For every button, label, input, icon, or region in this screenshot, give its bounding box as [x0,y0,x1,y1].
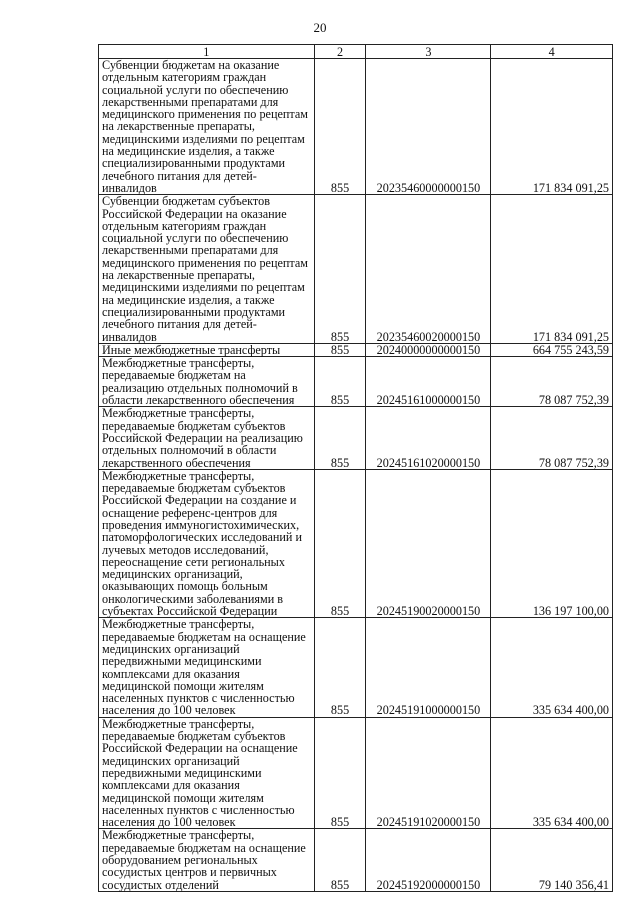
row-description: Межбюджетные трансферты, передаваемые бюджетам субъектов Российской Федерации на создание и оснащение референс-центров для проведения иммуногистохимических, патоморфологических исследований и лучевых методов исследований, переоснащение сети региональных медицинских организаций, оказывающих помощь больным онкологическими заболеваниями в субъектах Российской Федерации [102,468,303,619]
row-kbk-code: 20245161000000150 [366,357,491,407]
row-description: Межбюджетные трансферты, передаваемые бюджетам на оснащение оборудованием региональных сосудистых центров и первичных сосудистых отделений [102,828,306,892]
row-amount: 171 834 091,25 [491,59,613,195]
row-admin-code: 855 [314,469,366,618]
row-amount: 136 197 100,00 [491,469,613,618]
row-description: Субвенции бюджетам субъектов Российской Федерации на оказание отдельным категориям граждан социальной услуги по обеспечению лекарственными препаратами для медицинского применения по рецептам на лекарственные препараты, медицинскими изделиями по рецептам на медицинские изделия, а также специализированными продуктами лечебного питания для детей-инвалидов [102,194,308,344]
row-admin-code: 855 [314,618,366,717]
row-kbk-code: 20245191020000150 [366,717,491,829]
row-admin-code: 855 [314,195,366,344]
row-kbk-code: 20235460000000150 [366,59,491,195]
row-kbk-code: 20245190020000150 [366,469,491,618]
table-row [99,618,613,717]
table-row [99,343,613,356]
row-description: Межбюджетные трансферты, передаваемые бюджетам субъектов Российской Федерации на реализацию отдельных полномочий в области лекарственного обеспечения [102,406,303,470]
row-description: Межбюджетные трансферты, передаваемые бюджетам субъектов Российской Федерации на оснащение медицинских организаций передвижными медицинскими комплексами для оказания медицинской помощи жителям населенных пунктов с численностью населения до 100 человек [102,716,298,830]
table-header-row [99,45,613,59]
row-kbk-code: 20245191000000150 [366,618,491,717]
row-description: Иные межбюджетные трансферты [102,342,281,357]
row-admin-code: 855 [314,717,366,829]
row-amount: 664 755 243,59 [491,343,613,356]
row-admin-code: 855 [314,357,366,407]
row-admin-code: 855 [314,829,366,891]
table-row [99,195,613,344]
table-row [99,407,613,469]
table-row [99,469,613,618]
row-description: Межбюджетные трансферты, передаваемые бюджетам на оснащение медицинских организаций передвижными медицинскими комплексами для оказания медицинской помощи жителям населенных пунктов с численностью населения до 100 человек [102,617,306,718]
table-row [99,717,613,829]
row-admin-code: 855 [314,59,366,195]
row-description: Субвенции бюджетам на оказание отдельным категориям граждан социальной услуги по обеспечению лекарственными препаратами для медицинского применения по рецептам на лекарственные препараты, медицинскими изделиями по рецептам на медицинские изделия, а также специализированными продуктами лечебного питания для детей-инвалидов [102,58,308,195]
row-amount: 335 634 400,00 [491,618,613,717]
row-kbk-code: 20240000000000150 [366,343,491,356]
row-amount: 335 634 400,00 [491,717,613,829]
column-header-1: 1 [99,45,315,59]
row-admin-code: 855 [314,407,366,469]
row-amount: 78 087 752,39 [491,357,613,407]
row-amount: 78 087 752,39 [491,407,613,469]
column-header-4: 4 [491,45,613,59]
row-kbk-code: 20245192000000150 [366,829,491,891]
row-admin-code: 855 [314,343,366,356]
table-row [99,357,613,407]
table-row [99,829,613,891]
page-number: 20 [313,20,327,35]
column-header-3: 3 [366,45,491,59]
table-row [99,59,613,195]
row-kbk-code: 20235460020000150 [366,195,491,344]
budget-table [98,44,613,892]
row-kbk-code: 20245161020000150 [366,407,491,469]
row-description: Межбюджетные трансферты, передаваемые бюджетам на реализацию отдельных полномочий в области лекарственного обеспечения [102,356,298,408]
row-amount: 79 140 356,41 [491,829,613,891]
column-header-2: 2 [314,45,366,59]
row-amount: 171 834 091,25 [491,195,613,344]
